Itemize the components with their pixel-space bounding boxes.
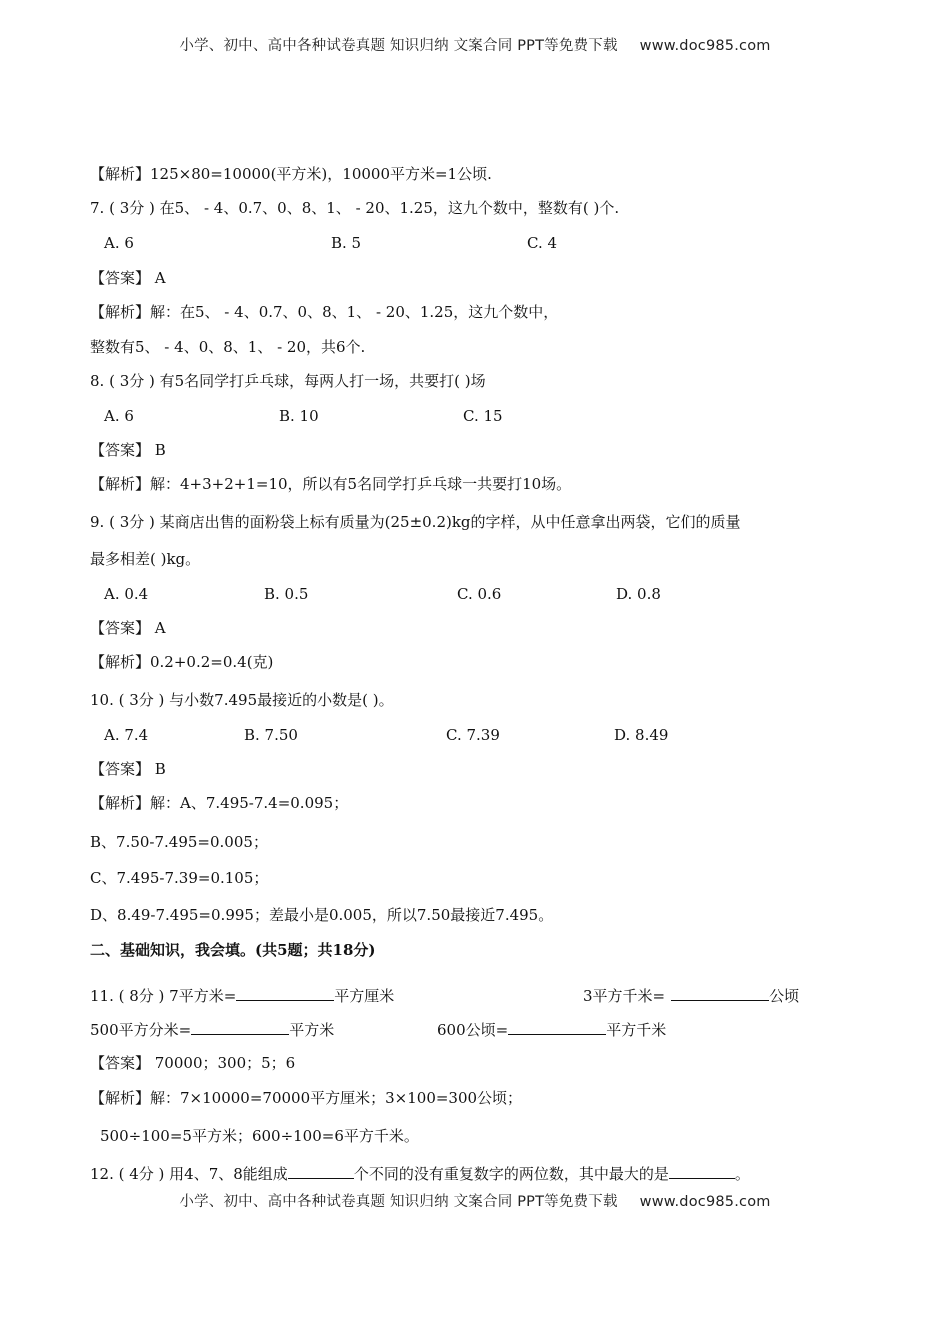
q11-blank-2[interactable] — [671, 984, 769, 1001]
q11-part-2 — [583, 984, 799, 1006]
q11-prompt-4: 600公顷= — [437, 1021, 509, 1039]
q7-explanation-2: 整数有5、 - 4、0、8、1、 - 20，共6个. — [90, 338, 366, 356]
q10-explanation-2: B、7.50-7.495=0.005； — [90, 833, 268, 851]
q8-option-b: B. 10 — [279, 407, 319, 425]
question-9-line-1: 9. ( 3分 ) 某商店出售的面粉袋上标有质量为(25±0.2)kg的字样，从中任意拿出两袋，它们的质量 — [90, 513, 741, 531]
header-text: 小学、初中、高中各种试卷真题 知识归纳 文案合同 PPT等免费下载 — [179, 38, 618, 54]
q11-answer: 【答案】 70000；300；5；6 — [90, 1054, 296, 1072]
explanation-line: 【解析】125×80=10000(平方米)，10000平方米=1公顷. — [90, 165, 492, 183]
section-heading: 二、基础知识，我会填。(共5题；共18分) — [90, 941, 376, 959]
q12-prompt-1: 12. ( 4分 ) 用4、7、8能组成 — [90, 1165, 288, 1183]
header-url[interactable]: www.doc985.com — [639, 38, 771, 54]
q7-option-a: A. 6 — [104, 234, 134, 252]
q9-option-a: A. 0.4 — [104, 585, 149, 603]
q8-explanation: 【解析】解：4+3+2+1=10，所以有5名同学打乒乓球一共要打10场。 — [90, 475, 572, 493]
page-footer — [0, 1190, 950, 1211]
q11-explanation-2: 500÷100=5平方米；600÷100=6平方千米。 — [100, 1127, 419, 1145]
q7-option-c: C. 4 — [527, 234, 558, 252]
q7-explanation-1: 【解析】解：在5、 - 4、0.7、0、8、1、 - 20、1.25，这九个数中， — [90, 303, 559, 321]
q11-unit-1: 平方厘米 — [334, 987, 395, 1005]
q10-option-b: B. 7.50 — [244, 726, 298, 744]
question-10: 10. ( 3分 ) 与小数7.495最接近的小数是( )。 — [90, 691, 394, 709]
q9-explanation: 【解析】0.2+0.2=0.4(克) — [90, 653, 274, 671]
q10-option-c: C. 7.39 — [446, 726, 500, 744]
q12-blank-2[interactable] — [669, 1162, 735, 1179]
q8-option-c: C. 15 — [463, 407, 503, 425]
question-8: 8. ( 3分 ) 有5名同学打乒乓球，每两人打一场，共要打( )场 — [90, 372, 486, 390]
q10-explanation-4: D、8.49-7.495=0.995；差最小是0.005，所以7.50最接近7.495。 — [90, 906, 554, 924]
q11-unit-3: 平方米 — [289, 1021, 335, 1039]
q9-answer: 【答案】 A — [90, 619, 166, 637]
q11-part-1 — [90, 984, 394, 1006]
q8-answer: 【答案】 B — [90, 441, 166, 459]
q11-unit-4: 平方千米 — [606, 1021, 667, 1039]
q10-explanation-3: C、7.495-7.39=0.105； — [90, 869, 269, 887]
q10-answer: 【答案】 B — [90, 760, 166, 778]
q12-prompt-2: 个不同的没有重复数字的两位数，其中最大的是 — [353, 1165, 669, 1183]
q11-prompt-2: 3平方千米= — [583, 987, 666, 1005]
q12-blank-1[interactable] — [288, 1162, 354, 1179]
q10-option-a: A. 7.4 — [104, 726, 149, 744]
q7-option-b: B. 5 — [331, 234, 362, 252]
q9-option-b: B. 0.5 — [264, 585, 309, 603]
q7-answer: 【答案】 A — [90, 269, 166, 287]
q10-option-d: D. 8.49 — [614, 726, 669, 744]
q9-option-d: D. 0.8 — [616, 585, 661, 603]
q11-unit-2: 公顷 — [769, 987, 800, 1005]
question-12 — [90, 1162, 750, 1184]
footer-url[interactable]: www.doc985.com — [639, 1194, 771, 1210]
question-9-line-2: 最多相差( )kg。 — [90, 550, 201, 568]
q11-blank-4[interactable] — [508, 1018, 606, 1035]
q11-explanation-1: 【解析】解：7×10000=70000平方厘米；3×100=300公顷； — [90, 1089, 523, 1107]
q10-explanation-1: 【解析】解：A、7.495-7.4=0.095； — [90, 794, 349, 812]
question-7: 7. ( 3分 ) 在5、 - 4、0.7、0、8、1、 - 20、1.25，这九个数中，整数有( )个. — [90, 199, 620, 217]
footer-text: 小学、初中、高中各种试卷真题 知识归纳 文案合同 PPT等免费下载 — [179, 1194, 618, 1210]
q9-option-c: C. 0.6 — [457, 585, 502, 603]
q11-blank-1[interactable] — [236, 984, 334, 1001]
q12-prompt-3: 。 — [734, 1165, 750, 1183]
page-header — [0, 34, 950, 55]
q11-blank-3[interactable] — [191, 1018, 289, 1035]
q11-part-4 — [437, 1018, 666, 1040]
q11-prompt-1: 11. ( 8分 ) 7平方米= — [90, 987, 237, 1005]
q8-option-a: A. 6 — [104, 407, 134, 425]
q11-prompt-3: 500平方分米= — [90, 1021, 192, 1039]
q11-part-3 — [90, 1018, 334, 1040]
